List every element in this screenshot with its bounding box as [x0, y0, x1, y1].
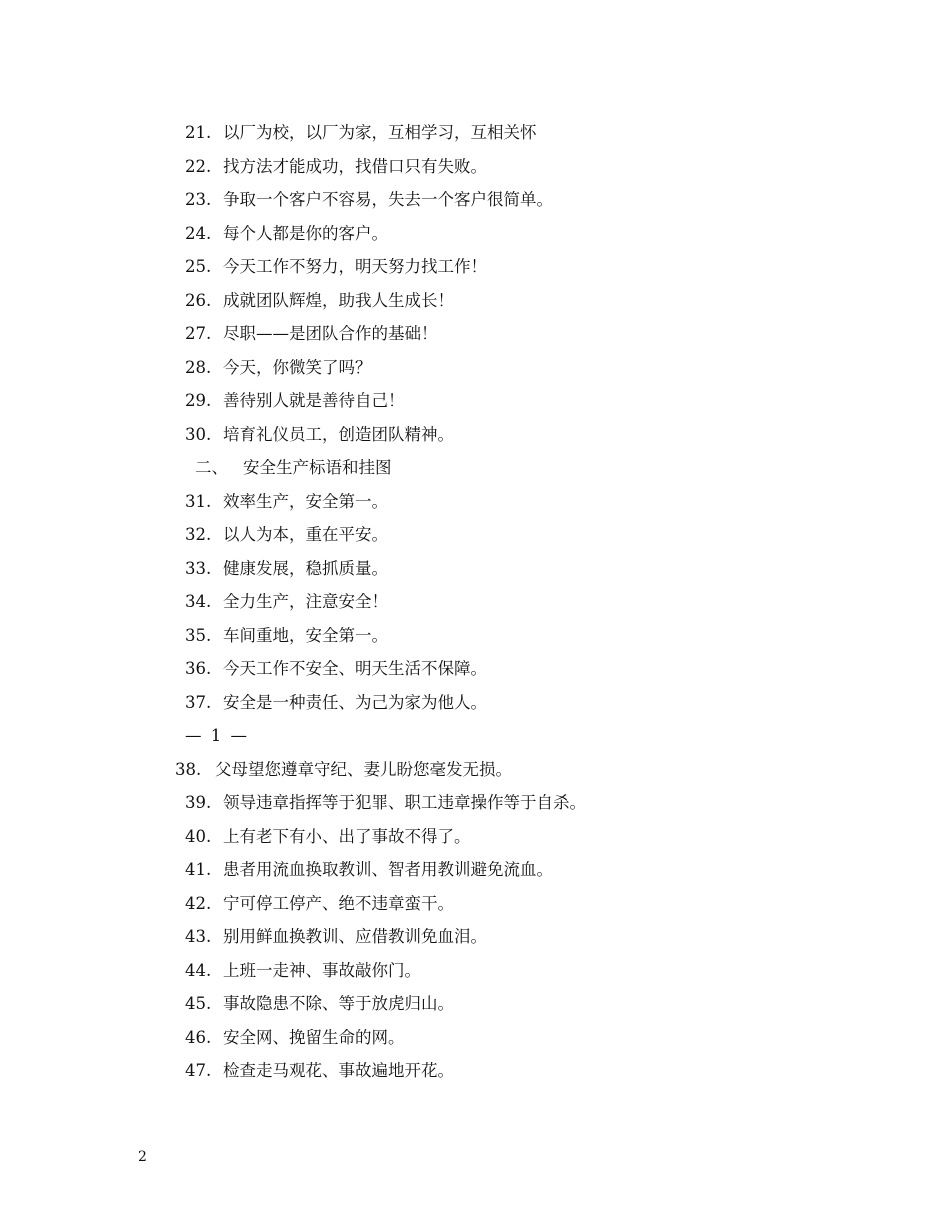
list-item [185, 987, 885, 1021]
list-item [185, 786, 885, 820]
list-item-number: 26. [185, 290, 212, 310]
list-item-number: 37. [185, 692, 212, 712]
list-item-text: 培育礼仪员工，创造团队精神。 [223, 424, 454, 444]
slogan-list-a [185, 116, 885, 451]
list-item [175, 753, 885, 787]
list-item-number: 30. [185, 424, 212, 444]
list-item-text: 今天工作不安全、明天生活不保障。 [223, 659, 487, 678]
list-item [185, 351, 885, 385]
list-item [185, 384, 885, 418]
list-item [185, 1021, 885, 1055]
slogan-list-c [185, 786, 885, 1088]
list-item-text: 效率生产，安全第一。 [223, 491, 388, 511]
list-item [185, 954, 885, 988]
list-item [185, 150, 885, 184]
section-heading [185, 451, 885, 485]
list-item-number: 44. [185, 960, 212, 980]
list-item-number: 39. [185, 793, 212, 812]
list-item-text: 成就团队辉煌，助我人生成长！ [223, 290, 454, 310]
list-item-text: 争取一个客户不容易，失去一个客户很简单。 [223, 190, 553, 209]
list-item-number: 25. [185, 257, 212, 276]
section-heading-text: 安全生产标语和挂图 [243, 458, 392, 477]
list-item-number: 31. [185, 491, 212, 511]
list-item-number: 33. [185, 558, 212, 578]
list-item [185, 418, 885, 452]
list-item-text: 领导违章指挥等于犯罪、职工违章操作等于自杀。 [223, 793, 586, 812]
list-item-number: 42. [185, 893, 212, 913]
list-item-number: 47. [185, 1061, 212, 1080]
list-item-number: 21. [185, 123, 212, 142]
list-item [185, 619, 885, 653]
list-item-text: 每个人都是你的客户。 [223, 223, 388, 243]
list-item-number: 22. [185, 156, 212, 176]
list-item [185, 116, 885, 150]
list-item-text: 上班一走神、事故敲你门。 [223, 960, 421, 980]
list-item [185, 217, 885, 251]
list-item-number: 27. [185, 324, 212, 343]
list-item [185, 518, 885, 552]
list-item-text: 今天，你微笑了吗？ [223, 357, 372, 377]
list-item [185, 887, 885, 921]
list-item-text: 尽职——是团队合作的基础！ [223, 324, 438, 343]
list-item-text: 全力生产，注意安全！ [223, 592, 388, 611]
list-item [185, 652, 885, 686]
list-item [185, 686, 885, 720]
list-item-text: 善待别人就是善待自己！ [223, 391, 405, 410]
list-item-number: 35. [185, 625, 212, 645]
list-item-text: 患者用流血换取教训、智者用教训避免流血。 [223, 860, 553, 879]
list-item-text: 以厂为校，以厂为家，互相学习，互相关怀 [223, 123, 537, 142]
list-item [185, 853, 885, 887]
list-item-number: 40. [185, 826, 212, 846]
list-item-number: 45. [185, 994, 212, 1013]
list-item-text: 宁可停工停产、绝不违章蛮干。 [223, 893, 454, 913]
list-item [185, 317, 885, 351]
list-item-text: 检查走马观花、事故遍地开花。 [223, 1061, 454, 1080]
list-item-number: 24. [185, 223, 212, 243]
list-item-text: 找方法才能成功，找借口只有失败。 [223, 156, 487, 176]
list-item-text: 健康发展，稳抓质量。 [223, 558, 388, 578]
list-item-number: 29. [185, 391, 212, 410]
list-item-number: 46. [185, 1027, 212, 1047]
list-item-number: 34. [185, 592, 212, 611]
slogan-list-b [185, 485, 885, 720]
list-item [185, 250, 885, 284]
list-item-text: 安全是一种责任、为己为家为他人。 [223, 692, 487, 712]
list-item [185, 820, 885, 854]
inner-page-marker: — 1 — [185, 726, 249, 745]
list-item-number: 32. [185, 525, 212, 544]
list-item-text: 事故隐患不除、等于放虎归山。 [223, 994, 454, 1013]
list-item [185, 552, 885, 586]
list-item-text: 父母望您遵章守纪、妻儿盼您毫发无损。 [215, 759, 512, 779]
list-item-text: 今天工作不努力，明天努力找工作！ [223, 257, 487, 276]
list-item [185, 284, 885, 318]
section-heading-number: 二、 [195, 458, 228, 477]
list-item [185, 585, 885, 619]
list-item-text: 上有老下有小、出了事故不得了。 [223, 826, 471, 846]
list-item-text: 安全网、挽留生命的网。 [223, 1027, 405, 1047]
page-number: 2 [138, 1149, 147, 1165]
list-item-number: 36. [185, 659, 212, 678]
list-item [185, 1054, 885, 1088]
list-item-number: 23. [185, 190, 212, 209]
list-item [185, 920, 885, 954]
list-item-text: 车间重地，安全第一。 [223, 625, 388, 645]
document-body [175, 116, 885, 1088]
list-item-text: 别用鲜血换教训、应借教训免血泪。 [223, 927, 487, 946]
list-item [185, 183, 885, 217]
list-item-number: 41. [185, 860, 212, 879]
list-item-number: 43. [185, 927, 212, 946]
list-item-number: 38. [175, 759, 202, 779]
list-item [185, 485, 885, 519]
list-item-text: 以人为本，重在平安。 [223, 525, 388, 544]
list-item-number: 28. [185, 357, 212, 377]
